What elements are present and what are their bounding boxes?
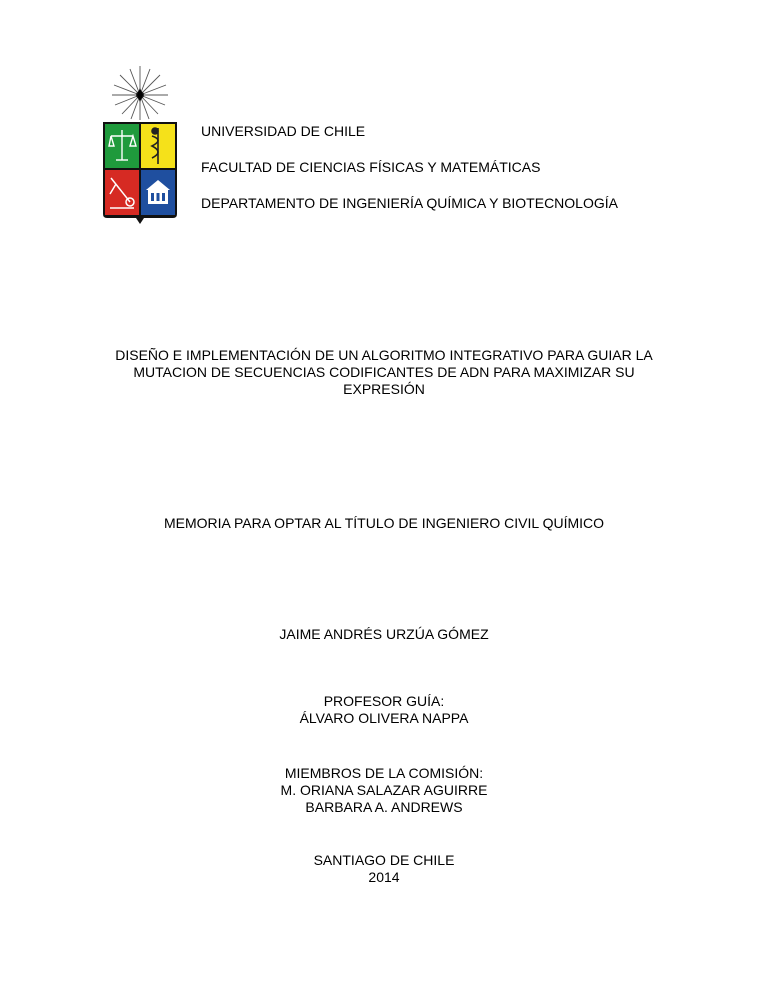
faculty-name: FACULTAD DE CIENCIAS FÍSICAS Y MATEMÁTICAS	[201, 159, 541, 175]
committee-label: MIEMBROS DE LA COMISIÓN:	[284, 765, 484, 781]
committee-block	[0, 765, 768, 816]
advisor-label: PROFESOR GUÍA:	[323, 693, 445, 709]
thesis-title-line: DISEÑO E IMPLEMENTACIÓN DE UN ALGORITMO INTEGRATIVO PARA GUIAR LA	[115, 347, 653, 363]
thesis-title-line: MUTACION DE SECUENCIAS CODIFICANTES DE ADN PARA MAXIMIZAR SU	[133, 364, 635, 380]
thesis-title	[0, 347, 768, 398]
committee-member: M. ORIANA SALAZAR AGUIRRE	[280, 782, 488, 798]
advisor-block	[0, 693, 768, 727]
advisor-name: ÁLVARO OLIVERA NAPPA	[299, 710, 469, 726]
place-year-block	[0, 852, 768, 886]
university-crest-logo	[100, 64, 180, 224]
year: 2014	[368, 869, 400, 885]
degree-statement: MEMORIA PARA OPTAR AL TÍTULO DE INGENIERO CIVIL QUÍMICO	[163, 515, 605, 531]
shield-icon	[103, 122, 177, 224]
committee-member: BARBARA A. ANDREWS	[305, 799, 463, 815]
university-name: UNIVERSIDAD DE CHILE	[201, 123, 366, 139]
author-name: JAIME ANDRÉS URZÚA GÓMEZ	[279, 626, 489, 642]
place: SANTIAGO DE CHILE	[313, 852, 455, 868]
department-name: DEPARTAMENTO DE INGENIERÍA QUÍMICA Y BIOTECNOLOGÍA	[201, 195, 618, 211]
thesis-title-line: EXPRESIÓN	[343, 381, 425, 397]
